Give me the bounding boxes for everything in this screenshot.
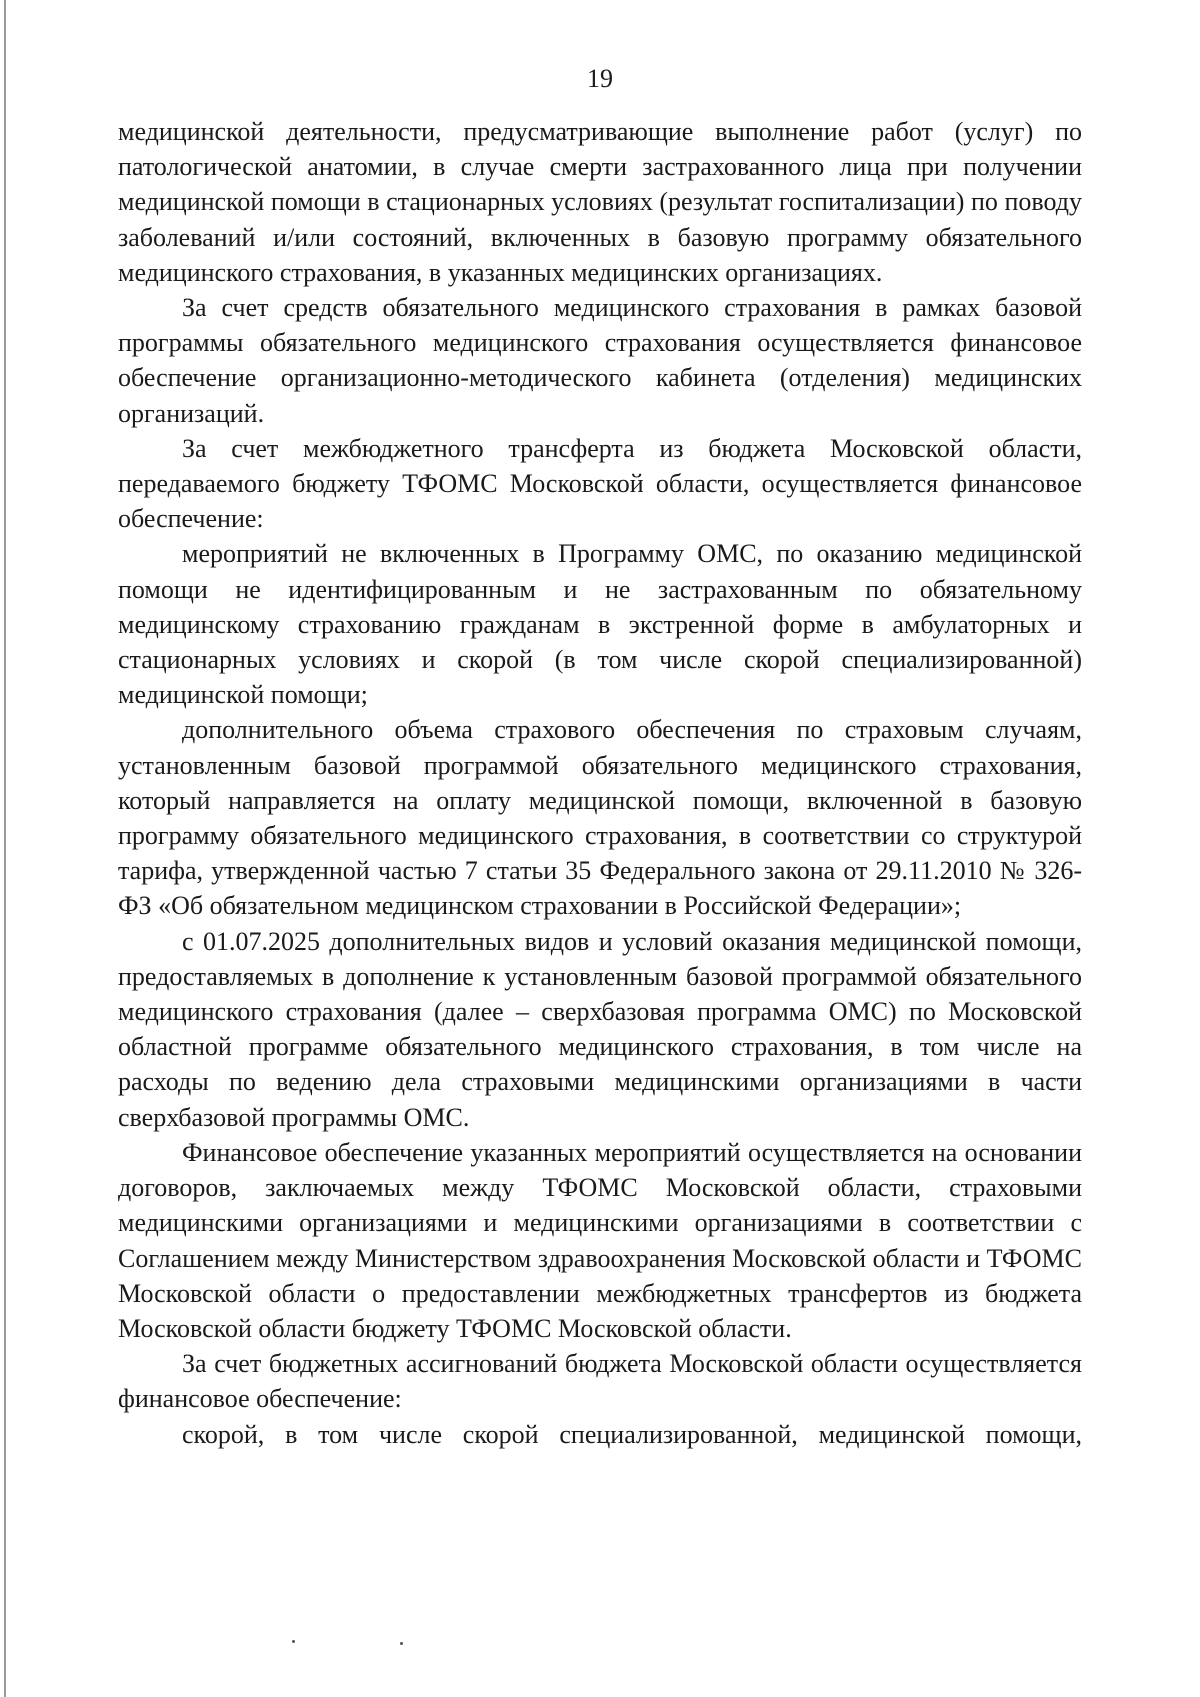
paragraph-superbase-program: с 01.07.2025 дополнительных видов и условий оказания медицинской помощи, предоставляемых в дополнение к установленным базовой программой обязательного медицинского страхования (далее – сверхбазовая программа ОМС) по Московской областной программе обязательного медицинского страхования, в том числе на расходы по ведению дела страховыми медицинскими организациями в части сверхбазовой программы ОМС. (118, 926, 1082, 1132)
paragraph-emergency-care: скорой, в том числе скорой специализированной, медицинской помощи, (182, 1419, 1082, 1449)
scan-edge (4, 0, 6, 1697)
paragraph-oms-funding: За счет средств обязательного медицинского страхования в рамках базовой программы обязательного медицинского страхования осуществляется финансовое обеспечение организационно-методического кабинета (отделения) медицинских организаций. (118, 293, 1082, 428)
document-body (118, 114, 1082, 1452)
page-number: 19 (587, 64, 613, 93)
paragraph-additional-volume: дополнительного объема страхового обеспечения по страховым случаям, установленным базовой программой обязательного медицинского страхования, который направляется на оплату медицинской помощи, включенной в базовую программу обязательного медицинского страхования, в соответствии со структурой тарифа, утвержденной частью 7 статьи 35 Федерального закона от 29.11.2010 № 326-ФЗ «Об обязательном медицинском страховании в Российской Федерации»; (118, 715, 1082, 921)
paragraph-uninsured-care: мероприятий не включенных в Программу ОМС, по оказанию медицинской помощи не идентифицированным и не застрахованным по обязательному медицинскому страхованию гражданам в экстренной форме в амбулаторных и стационарных условиях и скорой (в том числе скорой специализированной) медицинской помощи; (118, 539, 1082, 710)
scan-speck (400, 1642, 403, 1645)
paragraph-interbudget-transfer: За счет межбюджетного трансферта из бюджета Московской области, передаваемого бюджету ТФОМС Московской области, осуществляется финансовое обеспечение: (118, 433, 1082, 534)
paragraph-budget-allocations: За счет бюджетных ассигнований бюджета Московской области осуществляется финансовое обеспечение: (118, 1349, 1082, 1414)
paragraph-financing-contracts: Финансовое обеспечение указанных мероприятий осуществляется на основании договоров, заключаемых между ТФОМС Московской области, страховыми медицинскими организациями и медицинскими организациями в соответствии с Соглашением между Министерством здравоохранения Московской области и ТФОМС Московской области о предоставлении межбюджетных трансфертов из бюджета Московской области бюджету ТФОМС Московской области. (118, 1137, 1082, 1343)
paragraph-continuation: медицинской деятельности, предусматривающие выполнение работ (услуг) по патологической анатомии, в случае смерти застрахованного лица при получении медицинской помощи в стационарных условиях (результат госпитализации) по поводу заболеваний и/или состояний, включенных в базовую программу обязательного медицинского страхования, в указанных медицинских организациях. (118, 117, 1082, 287)
scan-speck (292, 1640, 295, 1643)
